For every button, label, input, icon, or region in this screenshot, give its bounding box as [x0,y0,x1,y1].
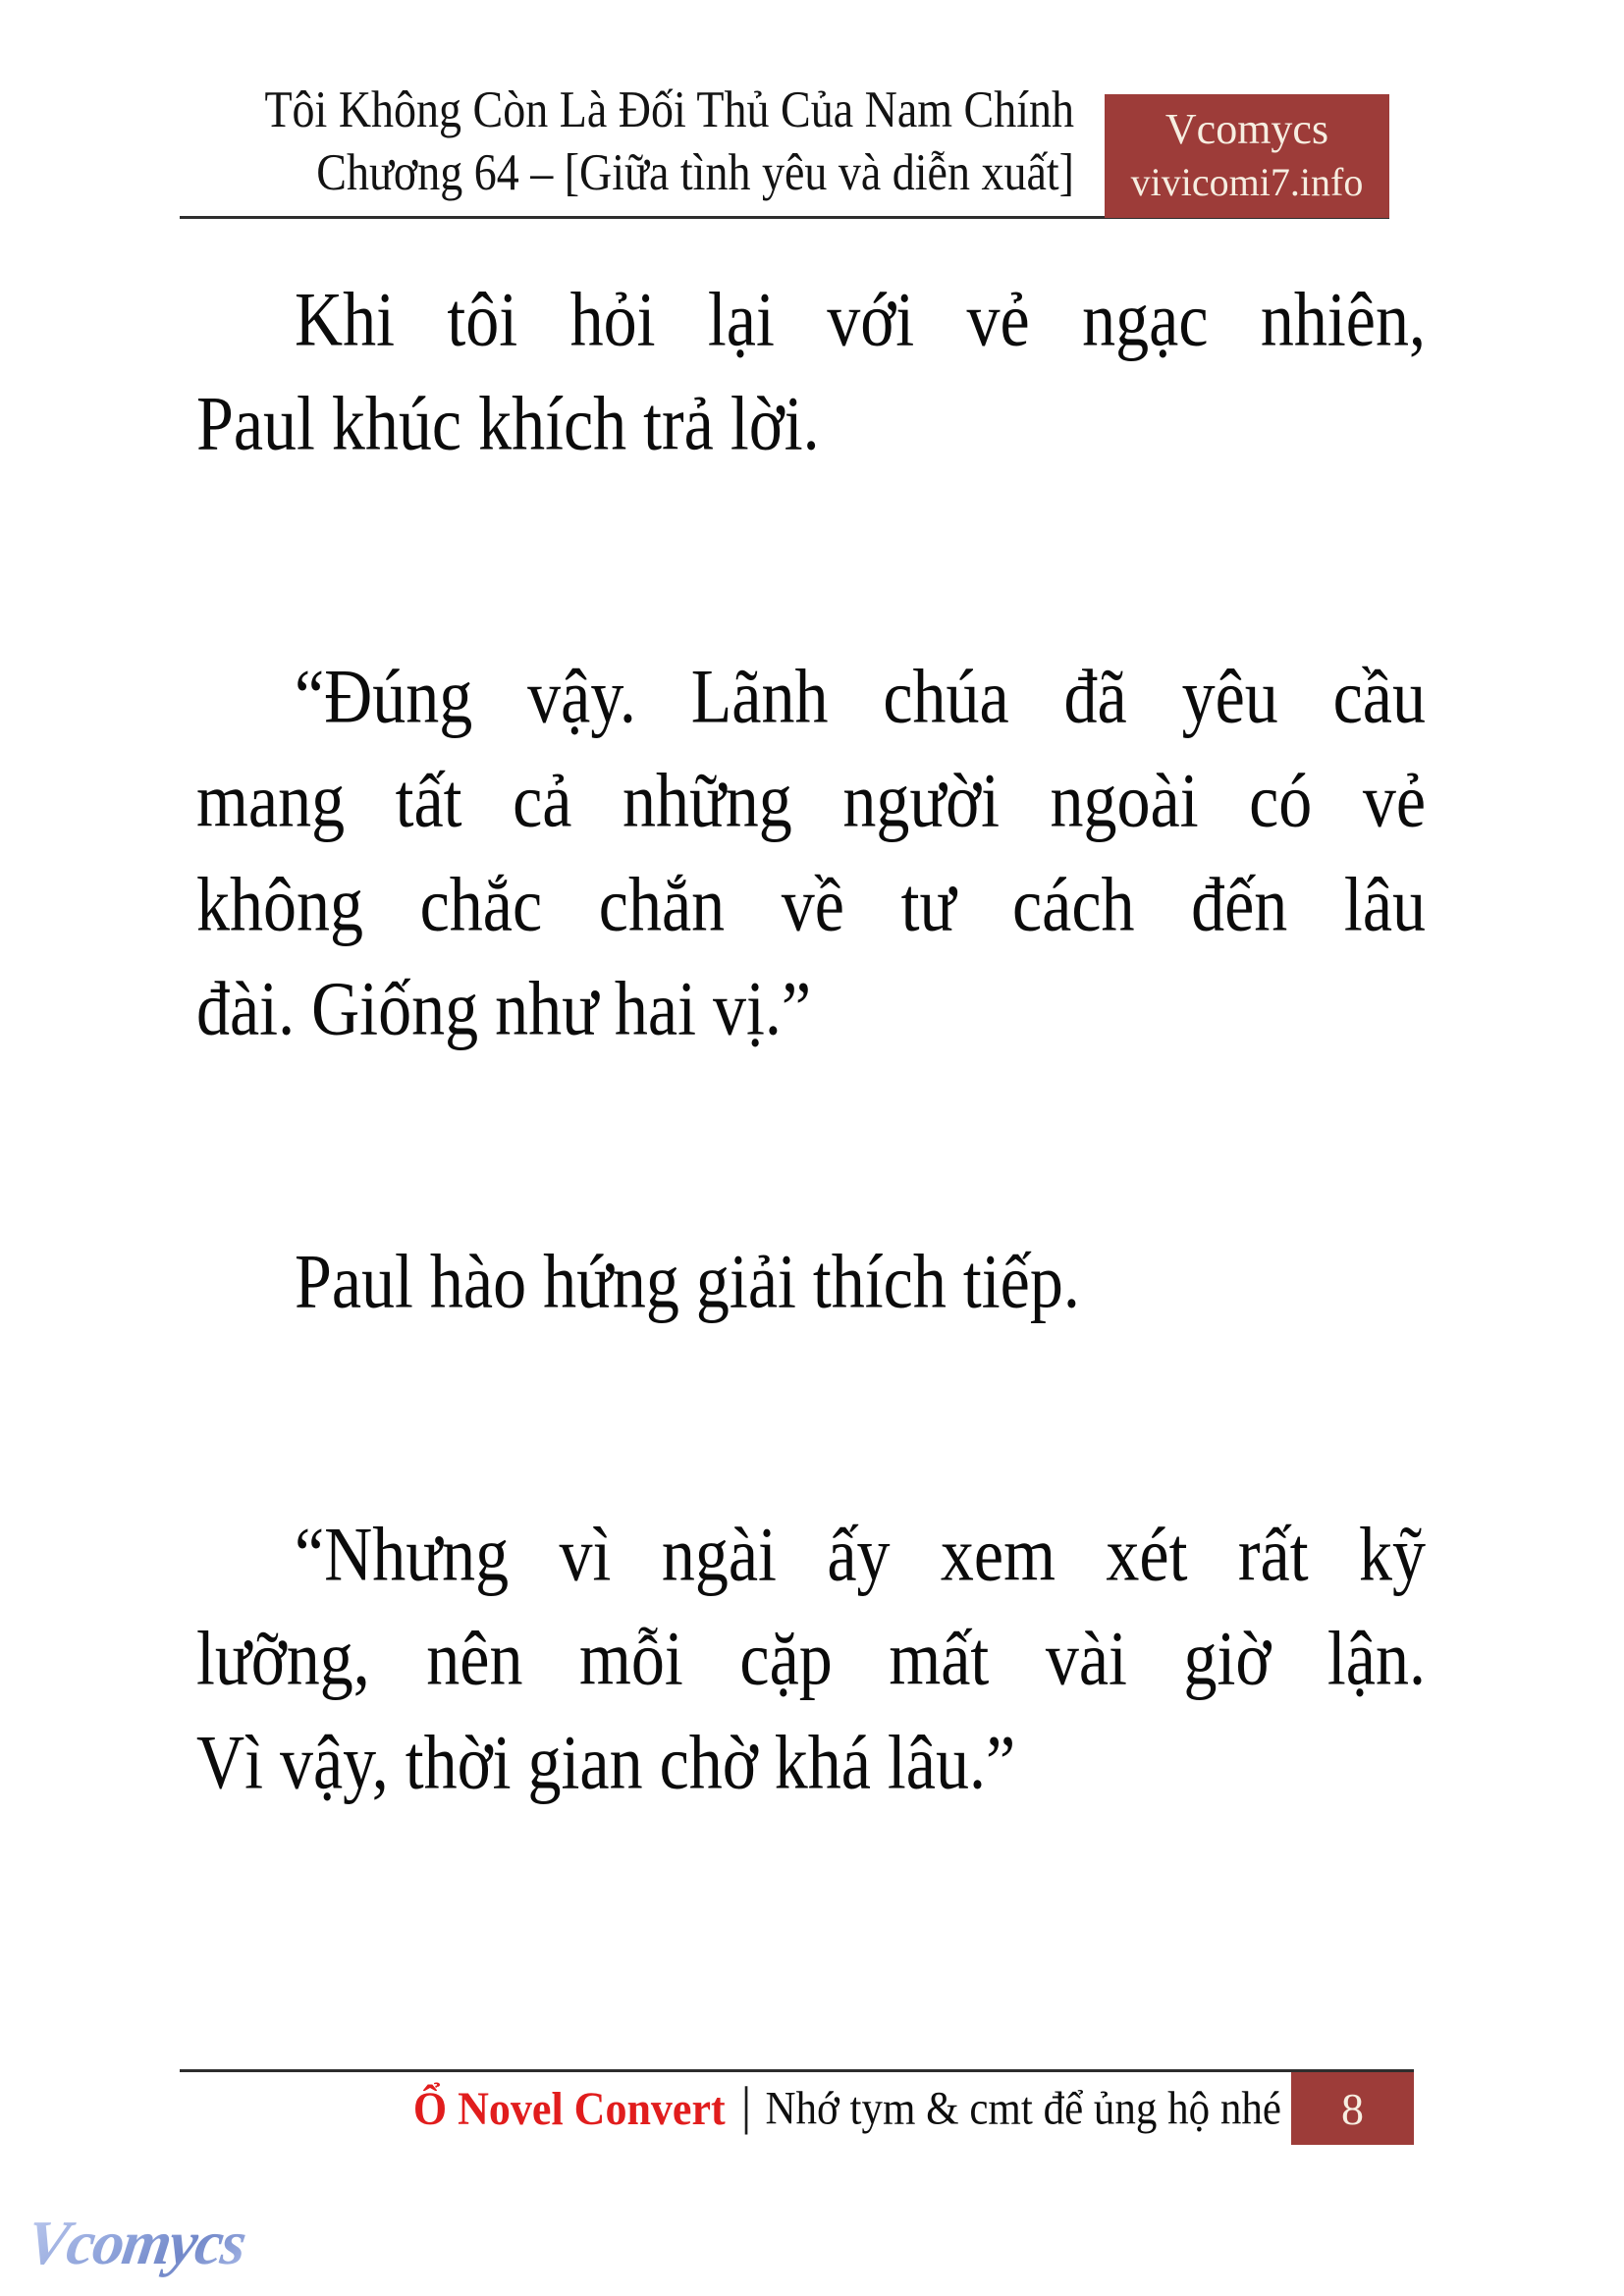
text-line: “Đúng vậy. Lãnh chúa đã yêu cầu [295,652,1426,740]
text-line: mang tất cả những người ngoài có vẻ [196,756,1426,844]
text-line: không chắc chắn về tư cách đến lâu [196,860,1426,948]
chapter-subtitle: Chương 64 – [Giữa tình yêu và diễn xuất] [316,143,1074,201]
page-number: 8 [1341,2083,1364,2134]
text-line: Khi tôi hỏi lại với vẻ ngạc nhiên, [295,275,1426,363]
chapter-header [264,79,1074,204]
paragraph [196,1502,1426,1814]
site-badge-name: Vcomycs [1164,105,1329,153]
paragraph [196,267,1426,475]
text-line: Vì vậy, thời gian chờ khá lâu.” [196,1718,1016,1806]
series-title: Tôi Không Còn Là Đối Thủ Của Nam Chính [264,80,1074,138]
site-badge [1105,94,1389,218]
footer-brand: Ổ Novel Convert [412,2082,726,2135]
separator-bar: | [740,2076,752,2135]
vcomycs-watermark-logo: Vcomycs [23,2208,249,2277]
site-badge-url: vivicomi7.info [1130,160,1364,204]
footer-credit [413,2071,1281,2146]
body-text [196,267,1426,1983]
text-line: Paul hào hứng giải thích tiếp. [295,1237,1080,1325]
text-line: lưỡng, nên mỗi cặp mất vài giờ lận. [196,1614,1426,1702]
paragraph [196,1229,1426,1333]
page-number-badge [1291,2072,1414,2145]
paragraph [196,644,1426,1060]
footer-note: Nhớ tym & cmt để ủng hộ nhé [765,2083,1281,2134]
text-line: Paul khúc khích trả lời. [196,379,820,467]
text-line: “Nhưng vì ngài ấy xem xét rất kỹ [295,1510,1426,1598]
text-line: đài. Giống như hai vị.” [196,964,812,1052]
